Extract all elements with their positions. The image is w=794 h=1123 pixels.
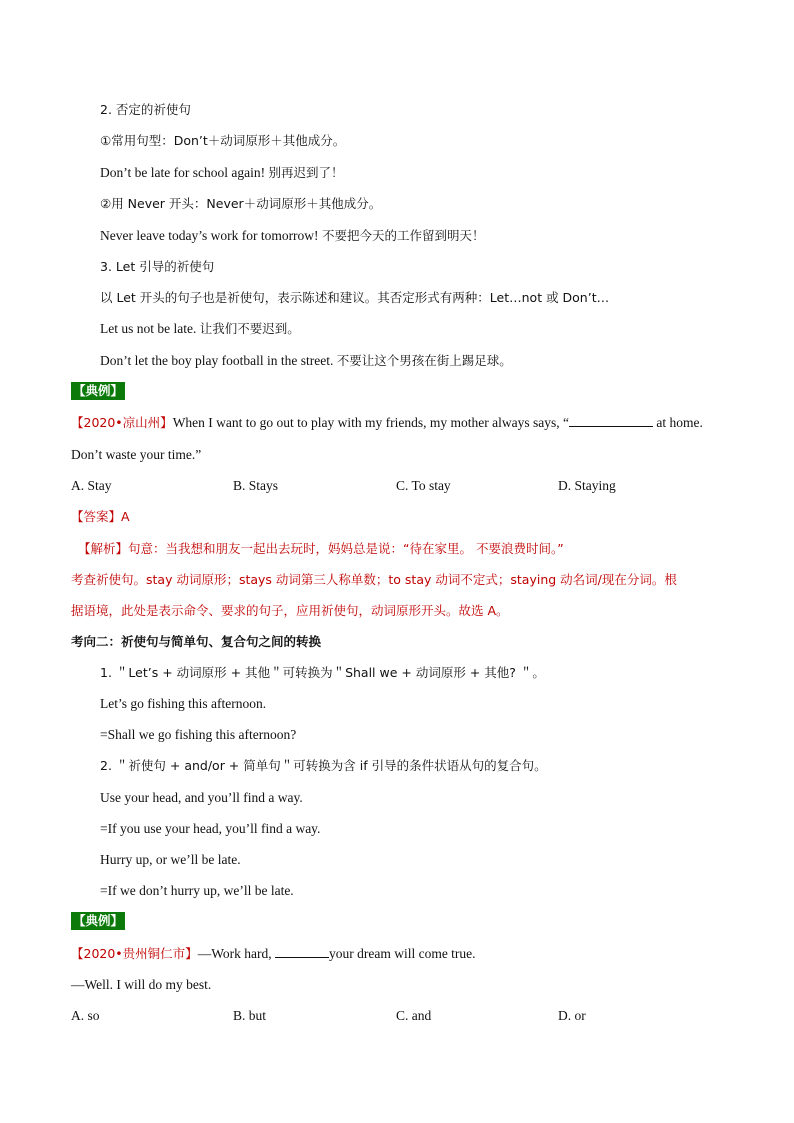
- analysis-label: 【解析】: [78, 541, 129, 556]
- example1-answer: [71, 508, 130, 526]
- section2-pattern2: ②用 Never 开头：Never＋动词原形＋其他成分。: [100, 196, 382, 211]
- example2-question-line2: —Well. I will do my best.: [71, 977, 212, 992]
- section3-example1: [100, 320, 300, 338]
- example1-analysis-line1: [78, 540, 564, 558]
- section3-heading: 3. Let 引导的祈使句: [100, 259, 215, 274]
- example1-question-a: When I want to go out to play with my friends, my mother always says, “: [172, 415, 569, 430]
- section2-example2: [100, 227, 484, 245]
- example1-analysis-line2: 考查祈使句。stay 动词原形；stays 动词第三人称单数；to stay 动词不定式；staying 动名词/现在分词。根: [71, 572, 677, 587]
- answer-label: 【答案】: [71, 509, 122, 524]
- example1-question-b: at home.: [653, 415, 703, 430]
- example1-question: [71, 414, 703, 432]
- example2-question-a: —Work hard,: [197, 946, 275, 961]
- section2-heading: 2. 否定的祈使句: [100, 102, 191, 117]
- example1-option-c: C. To stay: [396, 478, 451, 493]
- section3-example2-cn: 不要让这个男孩在街上踢足球。: [336, 353, 512, 368]
- topic2-rule1-ex1: Let’s go fishing this afternoon.: [100, 696, 267, 711]
- section3-example2-en: Don’t let the boy play football in the street.: [100, 353, 334, 368]
- section2-example1: [100, 164, 343, 182]
- analysis-text-1: 句意：当我想和朋友一起出去玩时，妈妈总是说：“待在家里。 不要浪费时间。”: [128, 541, 564, 556]
- example1-source: 【2020•凉山州】: [71, 415, 173, 430]
- answer-blank: [275, 945, 329, 958]
- example2-option-c: C. and: [396, 1008, 432, 1023]
- section2-example2-cn: 不要把今天的工作留到明天！: [321, 228, 485, 243]
- section2-pattern1: ①常用句型：Don’t＋动词原形＋其他成分。: [100, 133, 346, 148]
- section2-example2-en: Never leave today’s work for tomorrow!: [100, 228, 319, 243]
- topic2-rule1-ex2: =Shall we go fishing this afternoon?: [100, 727, 297, 742]
- example1-option-b: B. Stays: [233, 478, 279, 493]
- example1-option-d: D. Staying: [558, 478, 616, 493]
- example1-tag: 【典例】: [73, 383, 124, 398]
- topic2-rule2: 2. ＂祈使句 + and/or + 简单句＂可转换为含 if 引导的条件状语从句的复合句。: [100, 758, 547, 773]
- example2-source: 【2020•贵州铜仁市】: [71, 946, 198, 961]
- example2-question: [71, 945, 476, 963]
- example1-option-a: A. Stay: [71, 478, 112, 493]
- section2-example1-en: Don’t be late for school again!: [100, 165, 266, 180]
- section3-example1-en: Let us not be late.: [100, 321, 197, 336]
- example2-option-d: D. or: [558, 1008, 586, 1023]
- answer-value: A: [121, 509, 130, 524]
- example2-tag: 【典例】: [73, 913, 124, 928]
- topic2-rule2-ex2: =If you use your head, you’ll find a way.: [100, 821, 321, 836]
- answer-blank: [569, 414, 653, 427]
- example2-option-b: B. but: [233, 1008, 267, 1023]
- topic2-rule2-ex1: Use your head, and you’ll find a way.: [100, 790, 303, 805]
- topic2-rule2-ex3: Hurry up, or we’ll be late.: [100, 852, 241, 867]
- example2-question-b: your dream will come true.: [328, 946, 476, 961]
- topic2-rule1: 1. ＂Let’s + 动词原形 + 其他＂可转换为＂Shall we + 动词原形 + 其他? ＂。: [100, 665, 545, 680]
- topic2-heading: 考向二：祈使句与简单句、复合句之间的转换: [71, 634, 322, 649]
- section2-example1-cn: 别再迟到了！: [268, 165, 344, 180]
- example1-question-line2: Don’t waste your time.”: [71, 447, 202, 462]
- section3-example2: [100, 352, 512, 370]
- section3-desc: 以 Let 开头的句子也是祈使句，表示陈述和建议。其否定形式有两种：Let…not 或 Don’t…: [100, 290, 610, 305]
- example2-option-a: A. so: [71, 1008, 100, 1023]
- section3-example1-cn: 让我们不要迟到。: [199, 321, 300, 336]
- topic2-rule2-ex4: =If we don’t hurry up, we’ll be late.: [100, 883, 294, 898]
- example1-analysis-line3: 据语境，此处是表示命令、要求的句子，应用祈使句，动词原形开头。故选 A。: [71, 603, 509, 618]
